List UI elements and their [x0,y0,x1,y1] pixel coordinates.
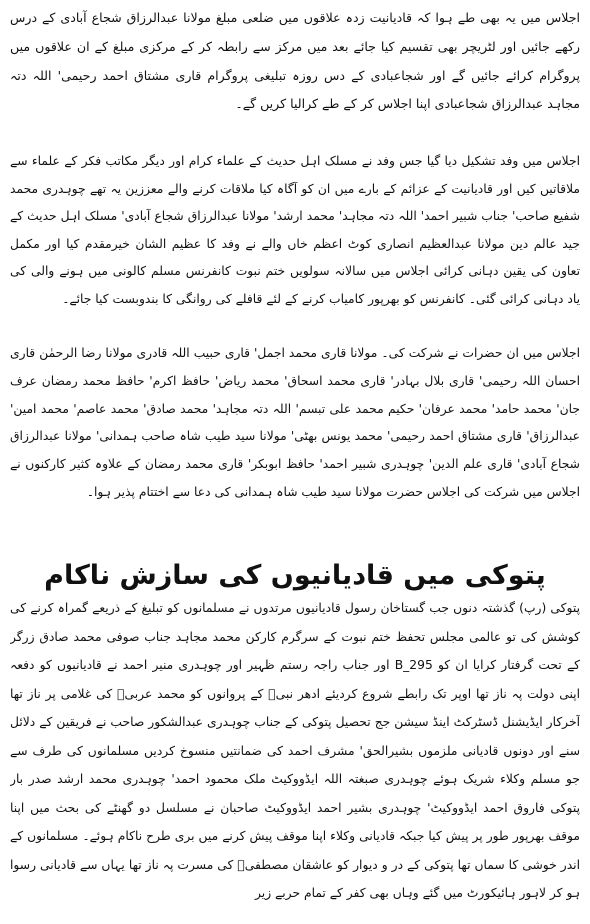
delegation-paragraph: اجلاس میں وفد تشکیل دیا گیا جس وفد نے مسلک اہل حدیث کے علماء کرام اور دیگر مکاتب فکر کے علماء سے ملاقاتیں کیں اور قادیانیت کے عزائم کے بارے میں ان کو آگاہ کیا ملاقات کرنے والے معززین یہ تھے چوہدری محمد شفیع صاحب' جناب شبیر احمد' اللہ دتہ مجاہد' محمد ارشد' مولانا عبدالرزاق شجاع آبادی' مسلک اہل حدیث کے جید عالم دین مولانا عبدالعظیم انصاری کوٹ اعظم خاں والے نے وفد کا عظیم الشان خیرمقدم کیا اور مکمل تعاون کی یقین دہانی کرائی اجلاس میں سالانہ سولویں ختم نبوت کانفرنس مسلم کالونی میں ہونے والی کی یاد دہانی کرائی گئی۔ کانفرنس کو بھرپور کامیاب کرنے کے لئے قافلے کی روانگی کا بندوبست کیا جائے۔ [10,154,580,306]
meeting-decision-paragraph: اجلاس میں یہ بھی طے ہوا کہ قادیانیت زدہ علاقوں میں ضلعی مبلغ مولانا عبدالرزاق شجاع آبادی کے درس رکھے جائیں اور لٹریچر بھی تقسیم کیا جائے بعد میں مرکز سے رابطہ کر کے مرکزی مبلغ کے ان علاقوں میں پروگرام کرائے جائیں گے اور شجاعبادی کے دس روزہ تبلیغی پروگرام قاری مشتاق احمد رحیمی' اللہ دتہ مجاہد عبدالرزاق شجاعبادی اپنا اجلاس کر کے طے کرالیا کریں گے۔ [10,10,580,112]
news-headline: پتوکی میں قادیانیوں کی سازش ناکام [44,560,546,592]
attendees-paragraph: اجلاس میں ان حضرات نے شرکت کی۔ مولانا قاری محمد اجمل' قاری حبیب اللہ قادری مولانا رضا الرحمٰن قاری احسان اللہ رحیمی' قاری بلال بہادر' قاری محمد اسحاق' محمد ریاض' حافظ اکرم' حافظ محمد رمضان عرف جان' محمد حامد' محمد عرفان' حکیم محمد علی تبسم' اللہ دتہ مجاہد' محمد صادق' محمد عاصم' محمد امین' عبدالرزاق' قاری مشتاق احمد رحیمی' محمد یونس بھٹی' مولانا سید طیب شاہ صاحب ہمدانی' مولانا عبدالرزاق شجاع آبادی' قاری علم الدین' چوہدری شبیر احمد' حافظ ابوبکر' قاری محمد رمضان کے علاوہ کثیر کارکنوں نے اجلاس میں شرکت کی اجلاس حضرت مولانا سید طیب شاہ ہمدانی کی دعا سے اختتام پذیر ہوا۔ [10,346,580,499]
news-body-paragraph: پتوکی (رپ) گذشتہ دنوں جب گستاخان رسول قادیانیوں مرتدوں نے مسلمانوں کو تبلیغ کے ذریعے گمراہ کرنے کی کوشش کی تو عالمی مجلس تحفظ ختم نبوت کے سرگرم کارکن محمد مجاہد جناب صوفی محمد صادق زرگر اور جناب راجہ رستم ظہیر اور چوہدری منیر احمد نے قادیانیوں کو دفعہ B_295 کے تحت گرفتار کرایا ان کو اپنی دولت پہ ناز تھا اوپر تک رابطے شروع کردیئے ادھر نبیؐ کے پروانوں کو محمد عربیؐ کی غلامی پر ناز تھا آخرکار ایڈیشنل ڈسٹرکٹ اینڈ سیشن جج تحصیل پتوکی کے جناب چوہدری عبدالشکور صاحب نے فریقین کے دلائل سنے اور دونوں قادیانی ملزموں بشیرالحق' مشرف احمد کی ضمانتیں منسوخ کردیں مسلمانوں کی طرف سے جو مسلم وکلاء شریک ہوئے چوہدری صبغتہ اللہ ایڈووکیٹ ملک محمود احمد' چوہدری محمد ارشد صدر بار پتوکی فاروق احمد ایڈووکیٹ' چوہدری بشیر احمد ایڈووکیٹ صاحبان نے مسلسل دو گھنٹے کی بحث میں اپنا موقف بھرپور طور پر پیش کیا جبکہ قادیانی وکلاء اپنا موقف پیش کرنے میں بری طرح ناکام ہوئے۔ مسلمانوں کے اندر خوشی کا سماں تھا پتوکی کے در و دیوار کو عاشقان مصطفیؐ کی مسرت پہ ناز تھا یہاں سے قادیانی رسوا ہو کر لاہور ہائیکورٹ میں گئے وہاں بھی کفر کے تمام حربے زیر [10,601,580,900]
